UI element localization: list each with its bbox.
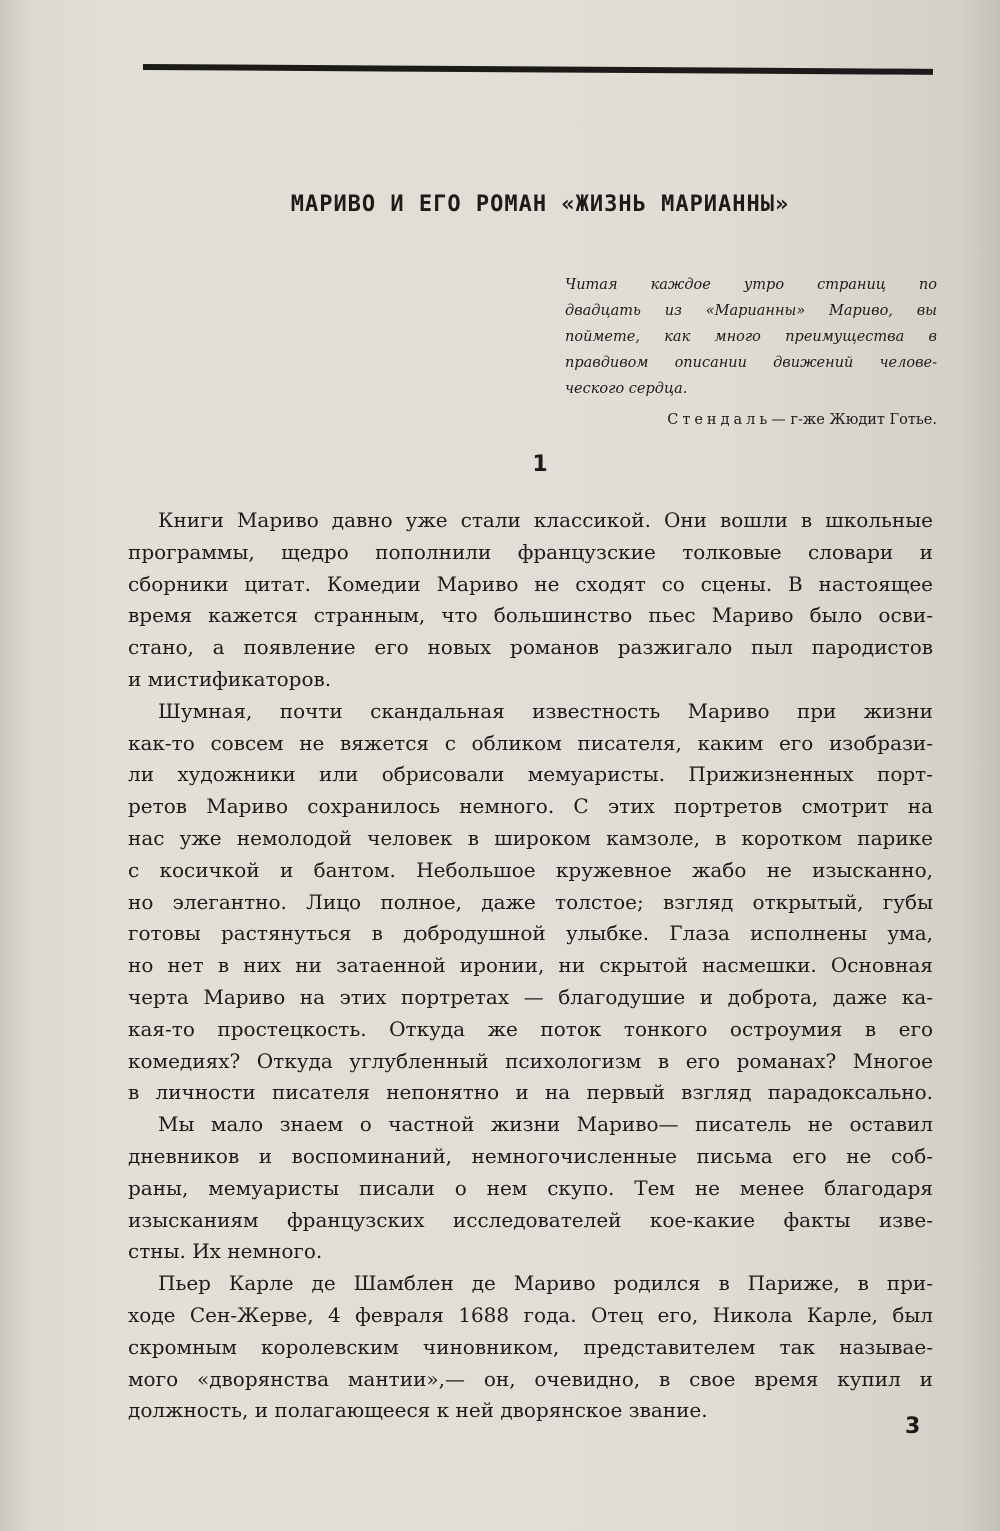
text-line: но нет в них ни затаенной иронии, ни скрытой насмешки. Основная	[128, 953, 933, 978]
epigraph	[565, 272, 937, 402]
text-line: сборники цитат. Комедии Мариво не сходят со сцены. В настоящее	[128, 571, 933, 596]
epigraph-line: правдивом описании движений челове-	[565, 355, 937, 371]
text-line: Пьер Карле де Шамблен де Мариво родился в Париже, в при-	[158, 1271, 933, 1296]
text-line: стано, а появление его новых романов разжигало пыл пародистов	[128, 635, 933, 660]
epigraph-line: двадцать из «Марианны» Мариво, вы	[565, 303, 937, 319]
page-number: 3	[905, 1414, 921, 1439]
epigraph-line: ческого сердца.	[565, 381, 688, 397]
epigraph-attribution	[600, 412, 937, 428]
header-rule	[143, 64, 933, 75]
body-text	[128, 505, 933, 1427]
text-line: черта Мариво на этих портретах — благодушие и доброта, даже ка-	[128, 984, 933, 1009]
text-line: Шумная, почти скандальная известность Мариво при жизни	[158, 698, 933, 723]
epigraph-addressee: — г-же Жюдит Готье.	[771, 412, 937, 428]
text-line: ходе Сен-Жерве, 4 февраля 1688 года. Отец его, Никола Карле, был	[128, 1302, 933, 1327]
text-line: в личности писателя непонятно и на первый взгляд парадоксально.	[128, 1080, 933, 1105]
text-line: Мы мало знаем о частной жизни Мариво— писатель не оставил	[158, 1112, 933, 1137]
section-number: 1	[532, 452, 548, 477]
text-line: готовы растянуться в добродушной улыбке. Глаза исполнены ума,	[128, 921, 933, 946]
text-line: с косичкой и бантом. Небольшое кружевное жабо не изысканно,	[128, 857, 933, 882]
text-line: нас уже немолодой человек в широком камзоле, в коротком парике	[128, 825, 933, 850]
text-line: ли художники или обрисовали мемуаристы. Прижизненных порт-	[128, 762, 933, 787]
text-line: время кажется странным, что большинство пьес Мариво было осви-	[128, 603, 933, 628]
text-line: дневников и воспоминаний, немногочисленные письма его не соб-	[128, 1143, 933, 1168]
text-line: изысканиям французских исследователей кое-какие факты изве-	[128, 1207, 933, 1232]
text-line: программы, щедро пополнили французские толковые словари и	[128, 539, 933, 564]
text-line: ретов Мариво сохранилось немного. С этих портретов смотрит на	[128, 794, 933, 819]
text-line: комедиях? Откуда углубленный психологизм в его романах? Многое	[128, 1048, 933, 1073]
chapter-title: МАРИВО И ЕГО РОМАН «ЖИЗНЬ МАРИАННЫ»	[290, 192, 790, 217]
text-line: но элегантно. Лицо полное, даже толстое; взгляд открытый, губы	[128, 889, 933, 914]
epigraph-line: Читая каждое утро страниц по	[565, 277, 937, 293]
text-line: как-то совсем не вяжется с обликом писателя, каким его изобрази-	[128, 730, 933, 755]
epigraph-line: поймете, как много преимущества в	[565, 329, 937, 345]
text-line: Книги Мариво давно уже стали классикой. Они вошли в школьные	[158, 508, 933, 532]
text-line: раны, мемуаристы писали о нем скупо. Тем не менее благодаря	[128, 1175, 933, 1200]
text-line: мого «дворянства мантии»,— он, очевидно, в свое время купил и	[128, 1366, 933, 1391]
text-line: должность, и полагающееся к ней дворянское звание.	[128, 1398, 708, 1423]
text-line: кая-то простецкость. Откуда же поток тонкого остроумия в его	[128, 1016, 933, 1041]
text-line: и мистификаторов.	[128, 666, 332, 691]
text-line: стны. Их немного.	[128, 1239, 323, 1264]
epigraph-author: Стендаль	[667, 412, 772, 428]
text-line: скромным королевским чиновником, представителем так называе-	[128, 1334, 933, 1359]
